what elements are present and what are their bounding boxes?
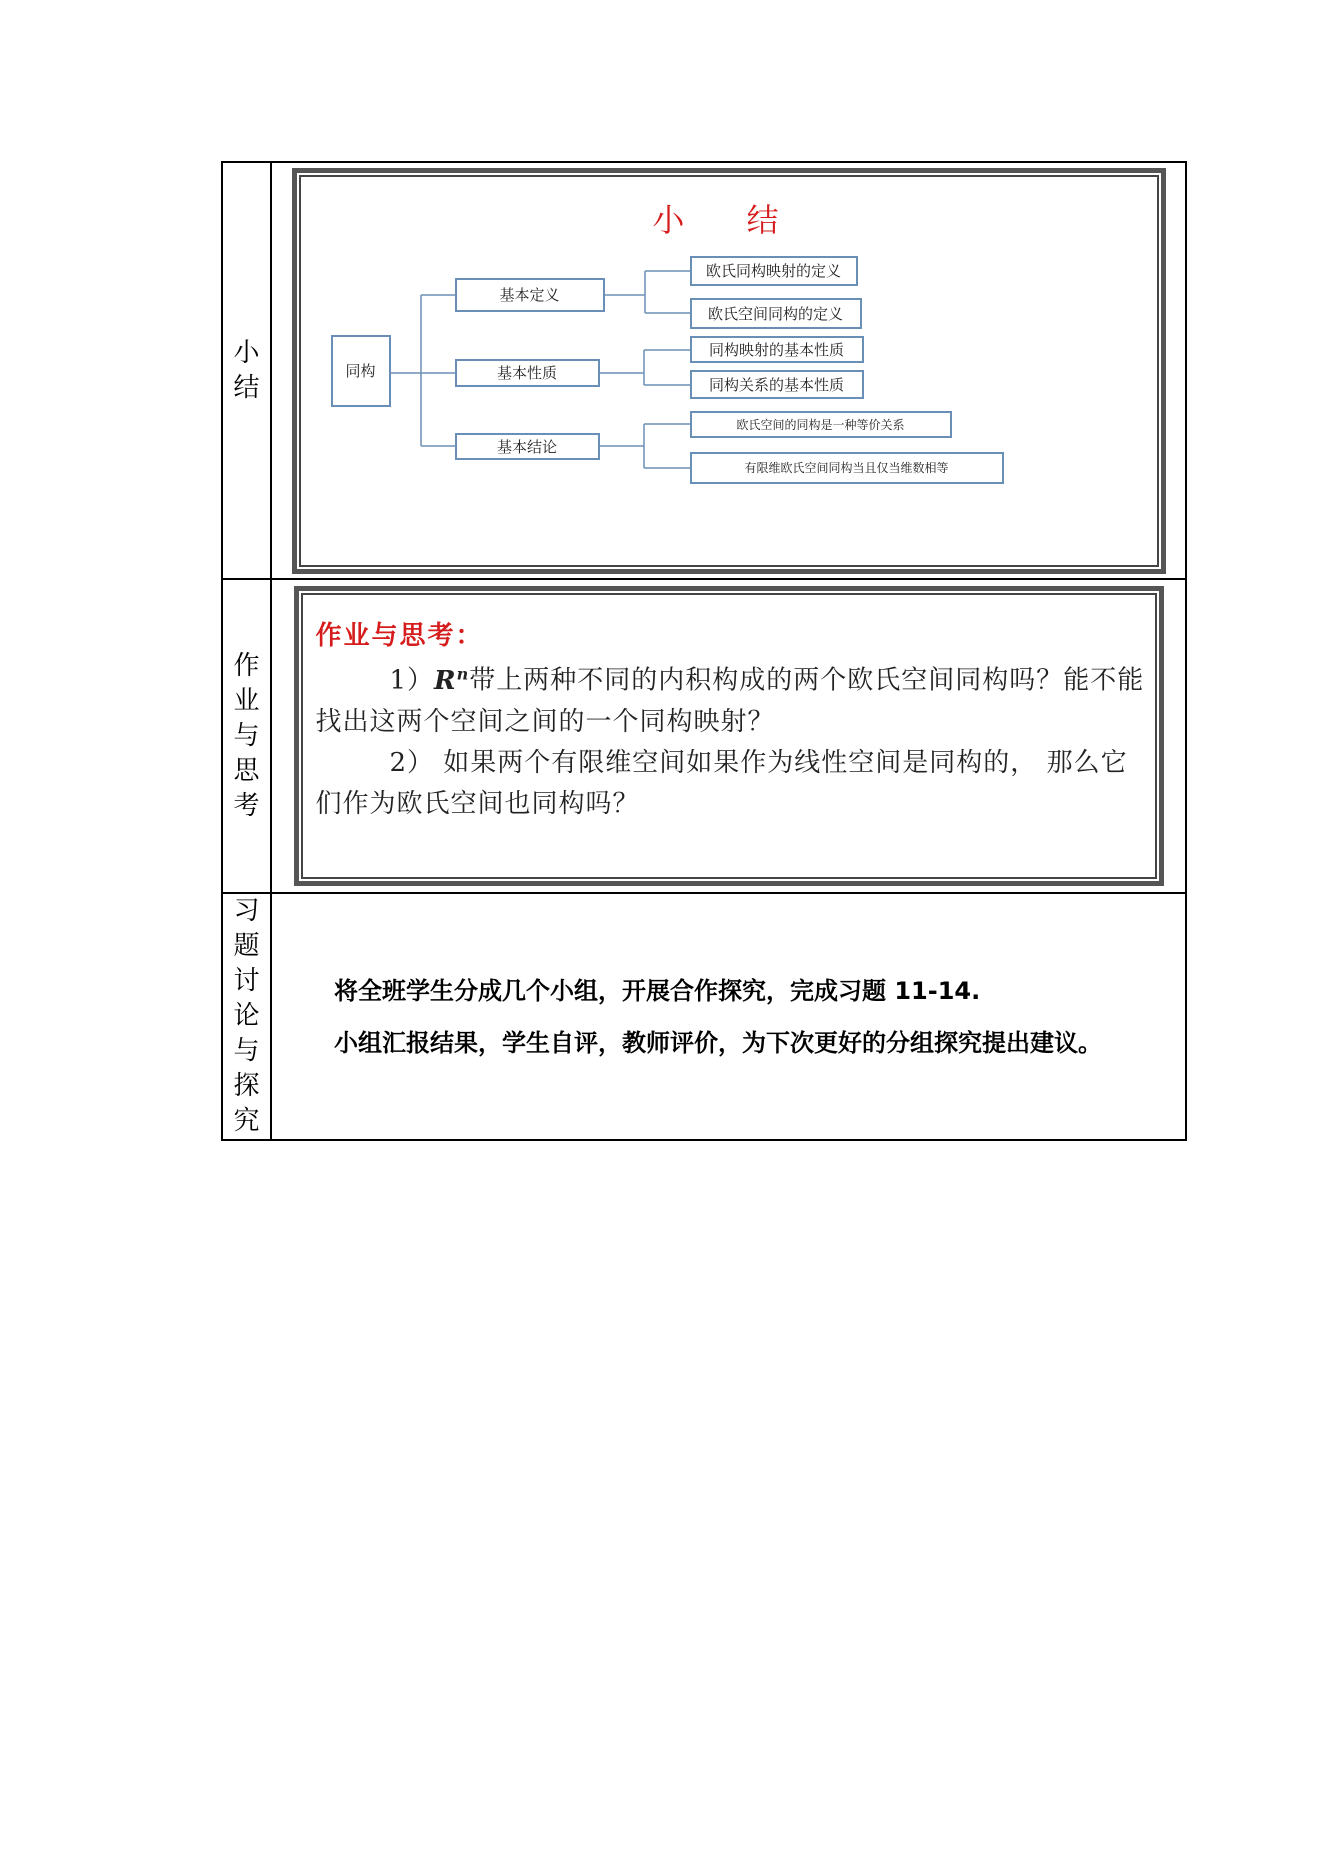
- row-label: 小结: [233, 337, 260, 403]
- mindmap-leaf: 欧氏同构映射的定义: [690, 256, 858, 286]
- homework-title: 作业与思考：: [315, 621, 484, 651]
- slide-title: 小 结: [652, 200, 805, 239]
- real-space-symbol: [434, 666, 469, 696]
- discussion-content-cell: [271, 893, 1186, 1140]
- discussion-line: 将全班学生分成几个小组，开展合作探究，完成习题 11-14.: [334, 976, 981, 1005]
- mindmap-root: 同构: [331, 335, 391, 407]
- summary-label-cell: [222, 162, 271, 579]
- mindmap-leaf: 同构关系的基本性质: [690, 370, 864, 399]
- summary-content-cell: [271, 162, 1186, 579]
- homework-questions: [316, 653, 1146, 825]
- homework-label-cell: [222, 579, 271, 893]
- discussion-row: [222, 893, 1186, 1140]
- homework-row: [222, 579, 1186, 893]
- question-1-text: 带上两种不同的内积构成的两个欧氏空间同构吗？能不能找出这两个空间之间的一个同构映射？: [315, 665, 1145, 737]
- mindmap-branch: 基本性质: [455, 359, 600, 387]
- summary-row: [222, 162, 1186, 579]
- mindmap-leaf: 同构映射的基本性质: [690, 336, 864, 363]
- real-space-exponent: n: [456, 664, 470, 683]
- question-1: [316, 653, 1146, 743]
- mindmap-leaf: 欧氏空间的同构是一种等价关系: [690, 411, 952, 438]
- discussion-line: 小组汇报结果，学生自评，教师评价，为下次更好的分组探究提出建议。: [334, 1028, 1102, 1057]
- mindmap-branch: 基本结论: [455, 433, 600, 460]
- real-space-letter: R: [434, 665, 457, 696]
- row-label: 习题讨论与探究: [233, 896, 260, 1136]
- lesson-table: [221, 161, 1187, 1141]
- summary-slide: [292, 168, 1166, 574]
- mindmap-leaf: 有限维欧氏空间同构当且仅当维数相等: [690, 452, 1004, 484]
- homework-content-cell: [271, 579, 1186, 893]
- discussion-label-cell: [222, 893, 271, 1140]
- question-2-text: 2） 如果两个有限维空间如果作为线性空间是同构的， 那么它们作为欧氏空间也同构吗？: [315, 747, 1128, 819]
- mindmap-branch: 基本定义: [455, 278, 605, 312]
- mindmap-leaf: 欧氏空间同构的定义: [690, 298, 862, 329]
- question-1-number: 1）: [389, 665, 435, 696]
- question-2: [316, 743, 1146, 825]
- homework-slide: [294, 586, 1164, 886]
- row-label: 作业与思考: [233, 650, 260, 821]
